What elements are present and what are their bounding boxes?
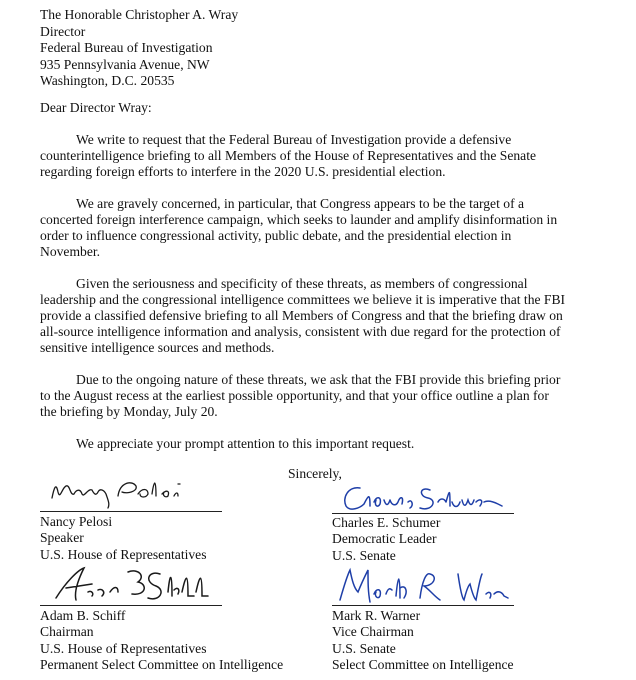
signature-line bbox=[332, 605, 514, 606]
salutation: Dear Director Wray: bbox=[40, 100, 152, 115]
paragraph-line: all-source intelligence information and analysis, consistent with due regard for the protection of bbox=[40, 324, 561, 339]
paragraph-line: We write to request that the Federal Bureau of Investigation provide a defensive bbox=[76, 132, 512, 147]
signatory-name: Charles E. Schumer bbox=[332, 515, 441, 530]
paragraph-3 bbox=[40, 276, 592, 356]
recipient-org: Federal Bureau of Investigation bbox=[40, 40, 213, 56]
paragraph-line: counterintelligence briefing to all Members of the House of Representatives and the Senate bbox=[40, 148, 537, 163]
signatory-schiff bbox=[40, 608, 283, 674]
recipient-address bbox=[40, 7, 238, 90]
paragraph-line: Given the seriousness and specificity of these threats, as members of congressional bbox=[76, 276, 528, 291]
paragraph-line: order to influence congressional activity, public debate, and the presidential election in bbox=[40, 228, 512, 243]
signature-schumer-image bbox=[334, 478, 514, 518]
recipient-name: The Honorable Christopher A. Wray bbox=[40, 7, 239, 22]
paragraph-line: the briefing by Monday, July 20. bbox=[40, 404, 218, 419]
paragraph-line: Due to the ongoing nature of these threats, we ask that the FBI provide this briefing prior bbox=[76, 372, 561, 387]
signatory-body: U.S. Senate bbox=[332, 640, 396, 656]
paragraph-line: regarding foreign efforts to interfere in the 2020 U.S. presidential election. bbox=[40, 164, 446, 179]
signature-warner-image bbox=[334, 564, 514, 606]
signatory-title: Speaker bbox=[40, 530, 84, 546]
signatory-committee: Permanent Select Committee on Intelligence bbox=[40, 657, 284, 673]
signature-line bbox=[332, 513, 514, 514]
signature-line bbox=[40, 605, 222, 606]
closing: Sincerely, bbox=[288, 466, 342, 481]
signatory-title: Vice Chairman bbox=[332, 624, 414, 640]
recipient-street: 935 Pennsylvania Avenue, NW bbox=[40, 56, 210, 72]
signatory-name: Mark R. Warner bbox=[332, 608, 421, 623]
signatory-schumer bbox=[332, 515, 440, 564]
paragraph-line: concerted foreign interference campaign, which seeks to launder and amplify disinformation in bbox=[40, 212, 558, 227]
paragraph-4 bbox=[40, 372, 592, 420]
signatory-warner bbox=[332, 608, 514, 674]
signatory-title: Chairman bbox=[40, 624, 94, 640]
signatory-body: U.S. House of Representatives bbox=[40, 640, 207, 656]
signatory-title: Democratic Leader bbox=[332, 531, 437, 547]
paragraph-line: We appreciate your prompt attention to this important request. bbox=[76, 436, 415, 451]
signatory-name: Adam B. Schiff bbox=[40, 608, 126, 623]
paragraph-line: sensitive intelligence sources and methods. bbox=[40, 340, 275, 355]
paragraph-2 bbox=[40, 196, 592, 260]
signatory-body: U.S. House of Representatives bbox=[40, 546, 207, 562]
paragraph-5 bbox=[40, 436, 592, 452]
paragraph-line: provide a classified defensive briefing to all Members of Congress and that the briefing draw on bbox=[40, 308, 563, 323]
signatory-body: U.S. Senate bbox=[332, 547, 396, 563]
paragraph-line: We are gravely concerned, in particular, that Congress appears to be the target of a bbox=[76, 196, 525, 211]
paragraph-line: to the August recess at the earliest possible opportunity, and that your office outline a plan for bbox=[40, 388, 549, 403]
recipient-title: Director bbox=[40, 23, 86, 39]
paragraph-line: November. bbox=[40, 244, 101, 259]
signature-line bbox=[40, 511, 222, 512]
signatory-name: Nancy Pelosi bbox=[40, 514, 113, 529]
signature-pelosi-image bbox=[40, 470, 240, 510]
recipient-city: Washington, D.C. 20535 bbox=[40, 73, 175, 89]
paragraph-1 bbox=[40, 132, 592, 180]
signatory-committee: Select Committee on Intelligence bbox=[332, 657, 514, 673]
paragraph-line: leadership and the congressional intelligence committees we believe it is imperative that the FBI bbox=[40, 292, 566, 307]
signatory-pelosi bbox=[40, 514, 207, 563]
signature-schiff-image bbox=[48, 562, 228, 606]
